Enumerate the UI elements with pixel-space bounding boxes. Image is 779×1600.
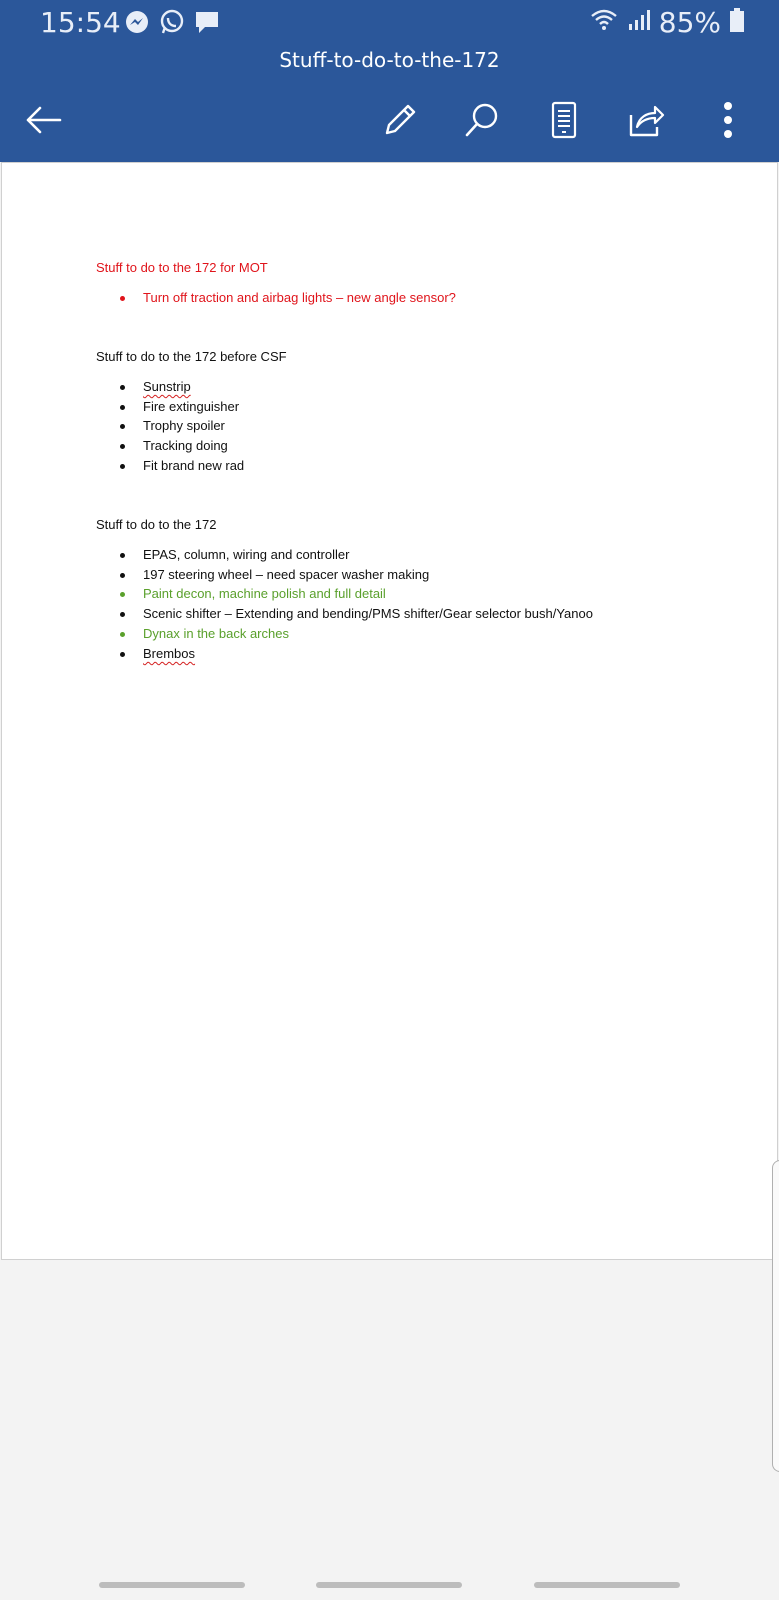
list-item-text: 197 steering wheel – need spacer washer making	[143, 566, 430, 582]
list-item-text: Paint decon, machine polish and full detail	[143, 586, 386, 602]
search-button[interactable]	[460, 98, 504, 142]
signal-icon	[627, 8, 651, 37]
list-item	[96, 565, 593, 585]
share-icon	[627, 101, 665, 139]
list-item	[96, 397, 593, 417]
bullet-icon	[120, 632, 125, 637]
section-mot	[96, 258, 593, 308]
bullet-icon	[120, 405, 125, 410]
bullet-icon	[120, 464, 125, 469]
bullet-icon	[120, 553, 125, 558]
scroll-handle[interactable]	[772, 1160, 779, 1472]
bullet-icon	[120, 652, 125, 657]
list-item	[96, 436, 593, 456]
list-item-text: EPAS, column, wiring and controller	[143, 546, 350, 562]
bullet-icon	[120, 385, 125, 390]
list-item-text: Tracking doing	[143, 438, 228, 454]
list-item-text: Brembos	[143, 645, 196, 661]
document-page[interactable]	[1, 162, 778, 1260]
bullet-list	[96, 377, 593, 476]
bullet-icon	[120, 573, 125, 578]
bullet-list	[96, 288, 593, 308]
list-item	[96, 644, 593, 664]
bullet-icon	[120, 296, 125, 301]
bullet-icon	[120, 612, 125, 617]
document-content	[96, 258, 593, 703]
mobile-view-icon	[549, 101, 579, 139]
app-header	[0, 0, 779, 162]
whatsapp-icon	[158, 8, 186, 41]
share-button[interactable]	[624, 98, 668, 142]
list-item-text: Fire extinguisher	[143, 398, 240, 414]
status-time: 15:54	[40, 6, 121, 39]
list-item	[96, 288, 593, 308]
battery-icon	[729, 7, 745, 38]
notification-icons	[124, 8, 220, 41]
list-item	[96, 584, 593, 604]
list-item-text: Fit brand new rad	[143, 457, 245, 473]
mobile-view-button[interactable]	[542, 98, 586, 142]
wifi-icon	[589, 8, 619, 37]
nav-bar-right[interactable]	[534, 1582, 680, 1588]
bullet-icon	[120, 444, 125, 449]
bullet-list	[96, 545, 593, 664]
arrow-left-icon	[24, 105, 64, 135]
message-icon	[194, 9, 220, 40]
section-heading: Stuff to do to the 172	[96, 516, 217, 532]
bullet-icon	[120, 424, 125, 429]
nav-bar-home[interactable]	[316, 1582, 462, 1588]
list-item	[96, 604, 593, 624]
section-heading: Stuff to do to the 172 before CSF	[96, 348, 287, 364]
status-right	[589, 6, 745, 39]
list-item	[96, 456, 593, 476]
section-general	[96, 515, 593, 664]
pencil-icon	[381, 101, 419, 139]
more-options-button[interactable]	[706, 98, 750, 142]
back-button[interactable]	[22, 98, 66, 142]
list-item-text: Sunstrip	[143, 378, 191, 394]
bullet-icon	[120, 592, 125, 597]
search-icon	[463, 101, 501, 139]
document-title: Stuff-to-do-to-the-172	[279, 48, 500, 72]
list-item	[96, 416, 593, 436]
nav-bar-left[interactable]	[99, 1582, 245, 1588]
more-vertical-icon	[722, 101, 734, 139]
edit-button[interactable]	[378, 98, 422, 142]
list-item	[96, 377, 593, 397]
list-item-text: Scenic shifter – Extending and bending/PMS shifter/Gear selector bush/Yanoo	[143, 606, 593, 622]
battery-percent: 85%	[658, 6, 721, 39]
section-heading: Stuff to do to the 172 for MOT	[96, 260, 268, 275]
messenger-icon	[124, 9, 150, 40]
section-before-csf	[96, 347, 593, 476]
list-item	[96, 624, 593, 644]
list-item-text: Dynax in the back arches	[143, 625, 289, 641]
list-item	[96, 545, 593, 565]
list-item-text: Turn off traction and airbag lights – new angle sensor?	[143, 290, 456, 305]
list-item-text: Trophy spoiler	[143, 418, 225, 434]
